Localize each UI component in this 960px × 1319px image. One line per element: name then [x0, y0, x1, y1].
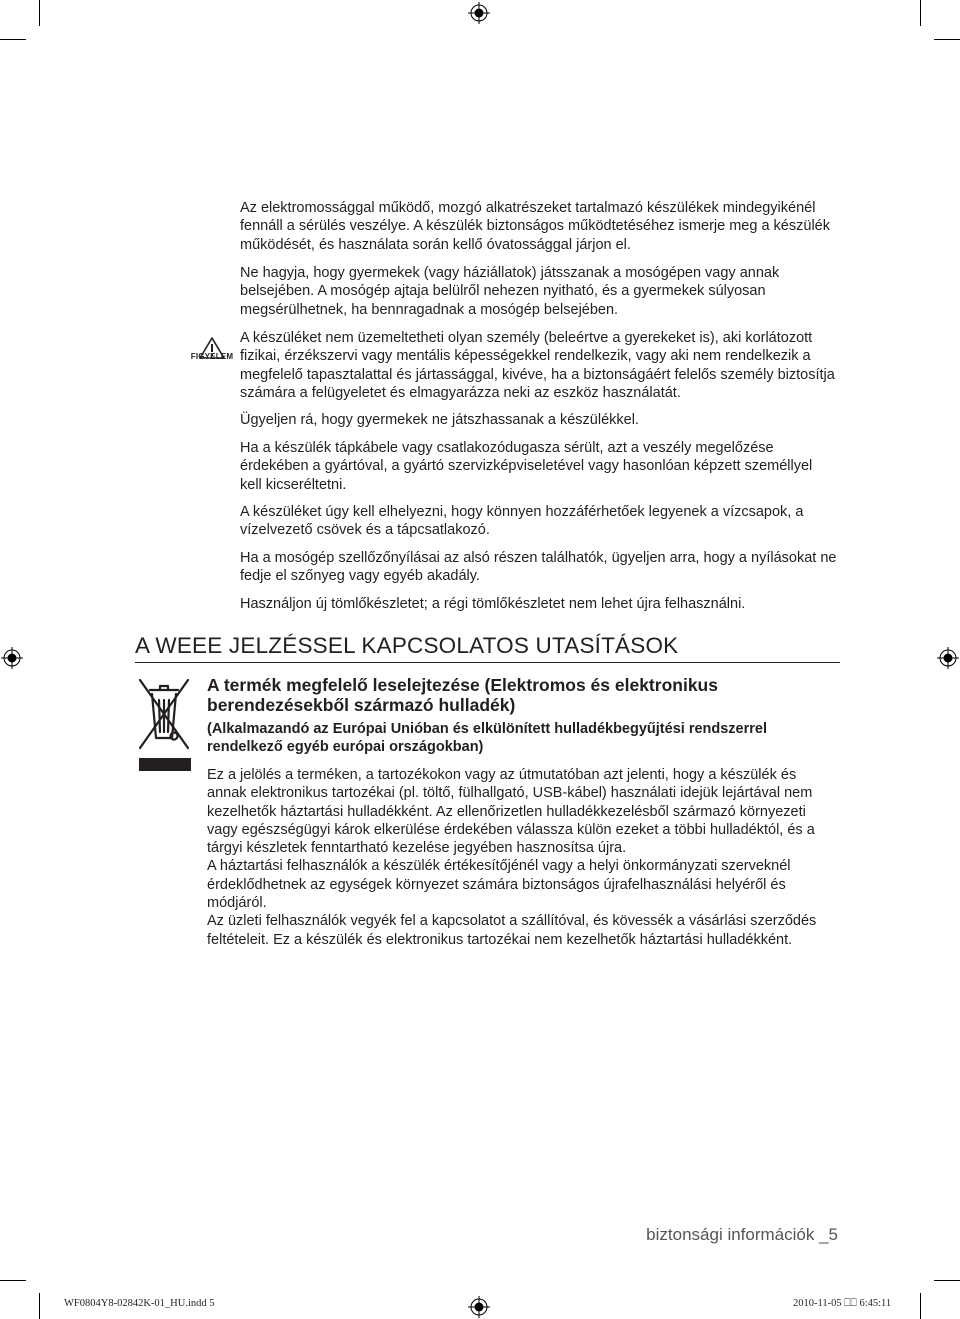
crop-mark: [39, 1293, 40, 1319]
registration-mark-icon: [468, 2, 490, 24]
safety-paragraph-4: Ügyeljen rá, hogy gyermekek ne játszhassanak a készülékkel.: [240, 412, 639, 428]
crop-mark: [920, 1293, 921, 1319]
section-title: A WEEE JELZÉSSEL KAPCSOLATOS UTASÍTÁSOK: [135, 632, 840, 663]
safety-paragraph-7: Ha a mosógép szellőzőnyílásai az alsó részen találhatók, ügyeljen arra, hogy a nyílásokat ne fedje el szőnyeg vagy egyéb akadály.: [240, 550, 837, 585]
crossed-out-bin-icon: [136, 676, 192, 772]
crop-mark: [39, 0, 40, 26]
safety-paragraph-1: Az elektromossággal működő, mozgó alkatrészeket tartalmazó készülékek mindegyikénél fennáll a sérülés veszélye. A készülék biztonságos működtetéséhez ismerje meg a készülék működését, és használata során kellő óvatossággal járjon el.: [240, 200, 830, 253]
slug-file-info: WF0804Y8-02842K-01_HU.indd 5: [64, 1298, 215, 1309]
safety-paragraph-6: A készüléket úgy kell elhelyezni, hogy könnyen hozzáférhetőek legyenek a vízcsapok, a vízelvezető csövek és a tápcsatlakozó.: [240, 504, 804, 539]
page-footer-label: biztonsági információk _5: [646, 1225, 838, 1244]
safety-paragraph-8: Használjon új tömlőkészletet; a régi tömlőkészletet nem lehet újra felhasználni.: [240, 596, 746, 612]
weee-subheading: (Alkalmazandó az Európai Unióban és elkülönített hulladékbegyűjtési rendszerrel rendelkező egyéb európai országokban): [207, 721, 767, 756]
warning-label: FIGYELEM: [190, 352, 234, 361]
safety-paragraph-2: Ne hagyja, hogy gyermekek (vagy háziállatok) játsszanak a mosógépen vagy annak belsejében. A mosógép ajtaja belülről nehezen nyitható, és a gyermekek súlyosan megsérülhetnek, ha bennragadnak a mosógép belsejében.: [240, 265, 780, 318]
slug-date-info: 2010-11-05 ⎕⎕ 6:45:11: [793, 1298, 892, 1309]
crop-mark: [934, 1280, 960, 1281]
crop-mark: [934, 39, 960, 40]
crop-mark: [0, 1280, 26, 1281]
weee-body: Ez a jelölés a terméken, a tartozékokon vagy az útmutatóban azt jelenti, hogy a készülék és annak elektronikus tartozékai (pl. töltő, fülhallgató, USB-kábel) használati idejük lejártával nem kezelhetők háztartási hulladékként. Az ellenőrizetlen hulladékkezelésből származó környezeti vagy egészségügyi károk elkerülése érdekében válassza külön ezeket a többi hulladéktól, és a tárgyi készletek fenntartható kezelése jegyében hasznosítsa újra. A háztartási felhasználók a készülék értékesítőjénél vagy a helyi önkormányzati szerveknél érdeklődhetnek az egységek környezet számára biztonságos újrafelhasználási helyéről és módjáról. Az üzleti felhasználók vegyék fel a kapcsolatot a szállítóval, és kövessék a vásárlási szerződés feltételeit. Ez a készülék és elektronikus tartozékai nem kezelhetők háztartási hulladékként.: [207, 767, 817, 948]
registration-mark-icon: [1, 647, 23, 669]
weee-heading: A termék megfelelő leselejtezése (Elektromos és elektronikus berendezésekből származó hulladék): [207, 675, 718, 715]
registration-mark-icon: [468, 1296, 490, 1318]
registration-mark-icon: [937, 647, 959, 669]
crop-mark: [0, 39, 26, 40]
crop-mark: [920, 0, 921, 26]
safety-paragraph-3: A készüléket nem üzemeltetheti olyan személy (beleértve a gyerekeket is), aki korlátozott fizikai, érzékszervi vagy mentális képességekkel rendelkezik, vagy aki nem rendelkezik a megfelelő tapasztalattal és jártassággal, kivéve, ha a biztonságáért felelős személy biztosítja számára a felügyeletet és elmagyarázza neki az eszköz használatát.: [240, 330, 835, 401]
safety-paragraph-5: Ha a készülék tápkábele vagy csatlakozódugasza sérült, azt a veszély megelőzése érdekében a gyártóval, a gyártó szervizképviseletével vagy hasonlóan képzett személlyel kell kicseréltetni.: [240, 440, 813, 493]
